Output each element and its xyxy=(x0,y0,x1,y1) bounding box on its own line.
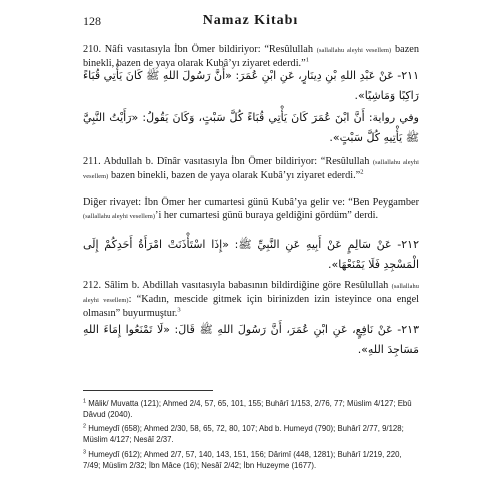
hadith-211-arabic: ٢١١- عَنْ عَبْدِ اللهِ بْنِ دِينَارٍ، عَنِ ابْنِ عُمَرَ: «أَنَّ رَسُولَ اللهِ ﷺ كَانَ يَأْتِي قُبَاءً رَاكِبًا وَمَاشِيًا». xyxy=(83,69,419,102)
page-number: 128 xyxy=(83,14,101,28)
footnote-divider xyxy=(83,390,213,391)
hadith-212-arabic: ٢١٢- عَنْ سَالِمٍ عَنْ أَبِيهِ عَنِ النَّبِيِّ ﷺ: «إِذَا اسْتَأْذَنَتْ امْرَأَةُ أَحَدِكُمْ إِلَى الْمَسْجِدِ فَلَا يَمْنَعْهَا». xyxy=(83,238,419,271)
other-narration-text: Diğer rivayet: İbn Ömer her cumartesi günü Kubâ’ya gelir ve: “Ben Peygamber (sallallahu aleyhi vesellem)’i her cumartesi günü buraya geldiğini gördüm” derdi. xyxy=(83,197,419,221)
footnote-2: $^2$ Humeydî (658); Ahmed 2/30, 58, 65, 72, 80, 107; Abd b. Humeyd (790); Buhârî 2/77, 9/128; Müslim 4/127; Nesâî 2/37. xyxy=(83,423,404,444)
hadith-211-arabic-variant: وفي رواية: أَنَّ ابْنَ عُمَرَ كَانَ يَأْتِي قُبَاءً كُلَّ سَبْتٍ، وَكَانَ يَقُولُ: «رَأَيْتُ النَّبِيَّ ﷺ يَأْتِيهِ كُلَّ سَبْتٍ». xyxy=(83,111,419,144)
footnote-1: $^1$ Mâlik/ Muvatta (121); Ahmed 2/4, 57, 65, 101, 155; Buhârî 1/153, 2/76, 77; Müslim 4/127; Ebû Dâvud (2040). xyxy=(83,398,412,419)
hadith-213-arabic: ٢١٣- عَنْ نَافِعٍ، عَنِ ابْنِ عُمَرَ، أَنَّ رَسُولَ اللهِ ﷺ قَالَ: «لَا تَمْنَعُوا إِمَاءَ اللهِ مَسَاجِدَ اللهِ». xyxy=(83,323,419,356)
hadith-212-text: 212. Sâlim b. Abdillah vasıtasıyla babasının bildirdiğine göre Resûlullah (sallallahu aleyhi vesellem): “Kadın, mescide gitmek için birinizden izin isteyince ona engel olmasın” buyurmuştur.$^3$ xyxy=(83,280,420,319)
footnote-ref-3[interactable]: 3 xyxy=(177,306,181,314)
footnote-3: $^3$ Humeydî (612); Ahmed 2/7, 57, 140, 143, 151, 156; Dârimî (448, 1281); Buhârî 1/219, 220, 7/49; Müslim 2/32; İbn Mâce (16); Nesâî 2/42; İbn Huzeyme (1677). xyxy=(83,449,402,470)
hadith-210-text: 210. Nâfi vasıtasıyla İbn Ömer bildiriyor: “Resûlullah (sallallahu aleyhi vesellem) bazen binekli, bazen de yaya olarak Kubâ’yı ziyaret ederdi.”$^1$ xyxy=(83,44,420,69)
footnote-ref-2[interactable]: 2 xyxy=(360,168,364,176)
page-header xyxy=(83,14,418,34)
hadith-211-text: 211. Abdullah b. Dînâr vasıtasıyla İbn Ömer bildiriyor: “Resûlullah (sallallahu aleyhi vesellem) bazen binekli, bazen de yaya olarak Kubâ’yı ziyaret ederdi.”$^2$ xyxy=(83,156,419,181)
page-title: Namaz Kitabı xyxy=(202,13,299,28)
footnote-ref-1[interactable]: 1 xyxy=(305,56,309,64)
